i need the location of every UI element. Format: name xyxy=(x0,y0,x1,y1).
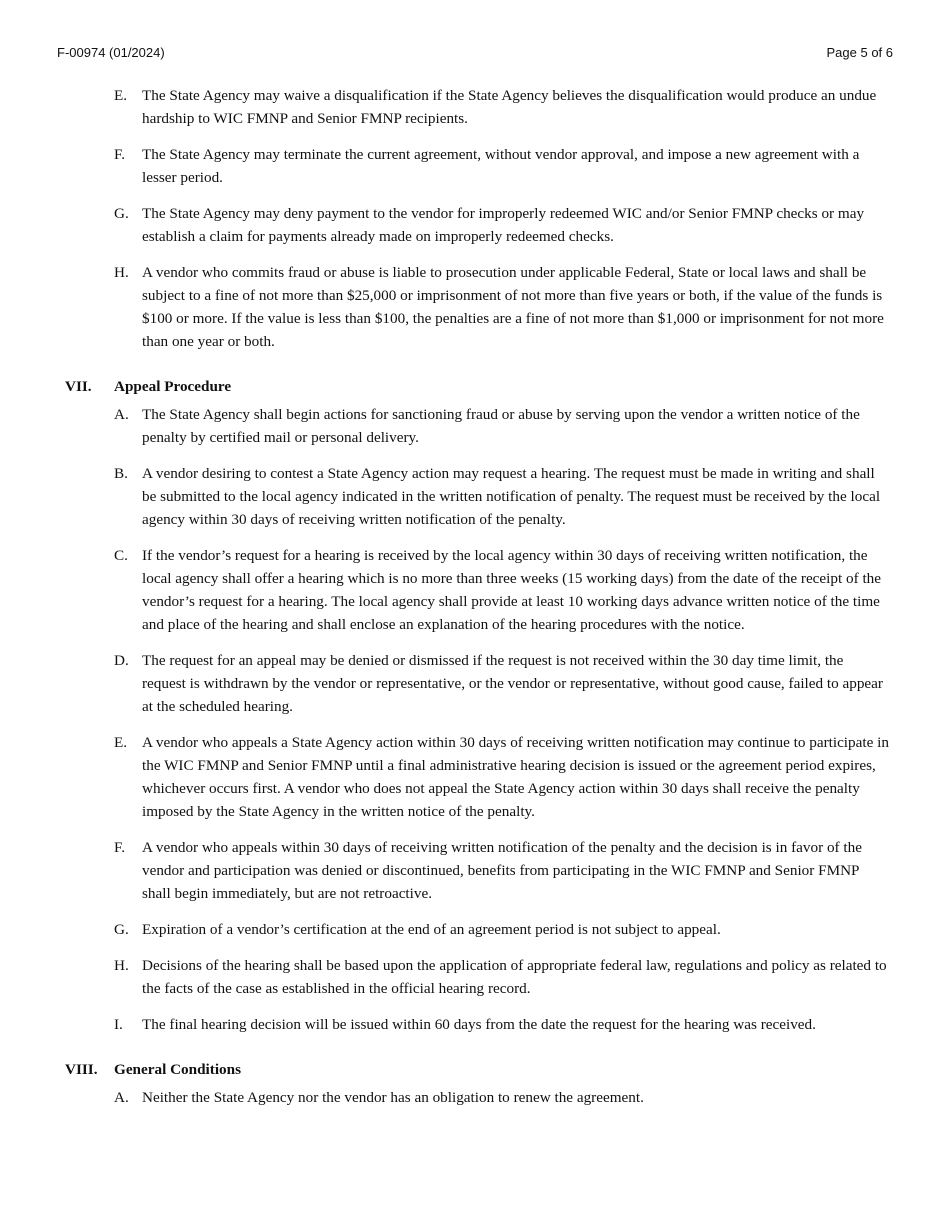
list-item xyxy=(0,649,950,718)
form-id: F-00974 (01/2024) xyxy=(57,45,165,60)
item-letter: F. xyxy=(114,839,126,856)
item-letter: G. xyxy=(114,921,129,938)
item-letter: G. xyxy=(114,205,129,222)
section-numeral: VIII. xyxy=(65,1061,98,1078)
list-item xyxy=(0,261,950,353)
general-conditions-list xyxy=(0,1086,950,1109)
section-title: General Conditions xyxy=(114,1061,241,1078)
item-text: The final hearing decision will be issued within 60 days from the date the request for the hearing was received. xyxy=(142,1016,816,1033)
list-item xyxy=(0,202,950,248)
page-number: Page 5 of 6 xyxy=(826,45,893,60)
item-text: Decisions of the hearing shall be based upon the application of appropriate federal law, regulations and policy as related to the facts of the case as established in the official hearing record. xyxy=(142,957,887,997)
item-text: A vendor who appeals a State Agency action within 30 days of receiving written notification may continue to participate in the WIC FMNP and Senior FMNP until a final administrative hearing decision is issued or the agreement period expires, whichever occurs first. A vendor who does not appeal the State Agency action within 30 days shall receive the penalty imposed by the State Agency in the written notice of the penalty. xyxy=(142,734,889,820)
item-text: Neither the State Agency nor the vendor has an obligation to renew the agreement. xyxy=(142,1089,644,1106)
item-text: A vendor who commits fraud or abuse is liable to prosecution under applicable Federal, State or local laws and shall be subject to a fine of not more than $25,000 or imprisonment of not more than five years or both, if the value of the funds is $100 or more. If the value is less than $100, the penalties are a fine of not more than $1,000 or imprisonment for not more than one year or both. xyxy=(142,264,884,350)
item-text: The State Agency may waive a disqualification if the State Agency believes the disqualification would produce an undue hardship to WIC FMNP and Senior FMNP recipients. xyxy=(142,87,877,127)
item-text: If the vendor’s request for a hearing is received by the local agency within 30 days of receiving written notification, the local agency shall offer a hearing which is no more than three weeks (15 working days) from the date of the receipt of the vendor’s request for a hearing. The local agency shall provide at least 10 working days advance written notice of the time and place of the hearing and shall enclose an explanation of the hearing procedures with the notice. xyxy=(142,547,881,633)
section-title: Appeal Procedure xyxy=(114,378,232,395)
continued-items-list xyxy=(0,84,950,353)
item-text: The request for an appeal may be denied or dismissed if the request is not received within the 30 day time limit, the request is withdrawn by the vendor or representative, or the vendor or representative, without good cause, failed to appear at the scheduled hearing. xyxy=(142,652,883,715)
list-item xyxy=(0,731,950,823)
item-text: The State Agency shall begin actions for sanctioning fraud or abuse by serving upon the vendor a written notice of the penalty by certified mail or personal delivery. xyxy=(142,406,860,446)
section-heading-appeal-procedure xyxy=(0,375,950,398)
item-letter: I. xyxy=(114,1016,123,1033)
list-item xyxy=(0,836,950,905)
item-letter: H. xyxy=(114,264,129,281)
list-item xyxy=(0,462,950,531)
item-text: A vendor desiring to contest a State Agency action may request a hearing. The request must be made in writing and shall be submitted to the local agency indicated in the written notification of penalty. The request must be received by the local agency within 30 days of receiving written notification of the penalty. xyxy=(142,465,881,528)
item-letter: C. xyxy=(114,547,128,564)
section-numeral: VII. xyxy=(65,378,92,395)
list-item xyxy=(0,544,950,636)
list-item xyxy=(0,1013,950,1036)
section-heading-general-conditions xyxy=(0,1058,950,1081)
item-text: A vendor who appeals within 30 days of receiving written notification of the penalty and the decision is in favor of the vendor and participation was denied or discontinued, benefits from participating in the WIC FMNP and Senior FMNP shall begin immediately, but are not retroactive. xyxy=(142,839,862,902)
item-text: The State Agency may terminate the current agreement, without vendor approval, and impose a new agreement with a lesser period. xyxy=(142,146,860,186)
page-header xyxy=(57,45,893,63)
list-item xyxy=(0,143,950,189)
list-item xyxy=(0,918,950,941)
item-letter: D. xyxy=(114,652,129,669)
item-letter: E. xyxy=(114,734,128,751)
list-item xyxy=(0,403,950,449)
list-item xyxy=(0,954,950,1000)
item-letter: H. xyxy=(114,957,129,974)
item-letter: F. xyxy=(114,146,126,163)
item-text: Expiration of a vendor’s certification at the end of an agreement period is not subject to appeal. xyxy=(142,921,721,938)
appeal-procedure-list xyxy=(0,403,950,1036)
item-letter: E. xyxy=(114,87,128,104)
list-item xyxy=(0,84,950,130)
list-item xyxy=(0,1086,950,1109)
document-body xyxy=(0,84,950,1122)
item-letter: A. xyxy=(114,406,129,423)
item-letter: B. xyxy=(114,465,128,482)
item-letter: A. xyxy=(114,1089,129,1106)
item-text: The State Agency may deny payment to the vendor for improperly redeemed WIC and/or Senior FMNP checks or may establish a claim for payments already made on improperly redeemed checks. xyxy=(142,205,865,245)
